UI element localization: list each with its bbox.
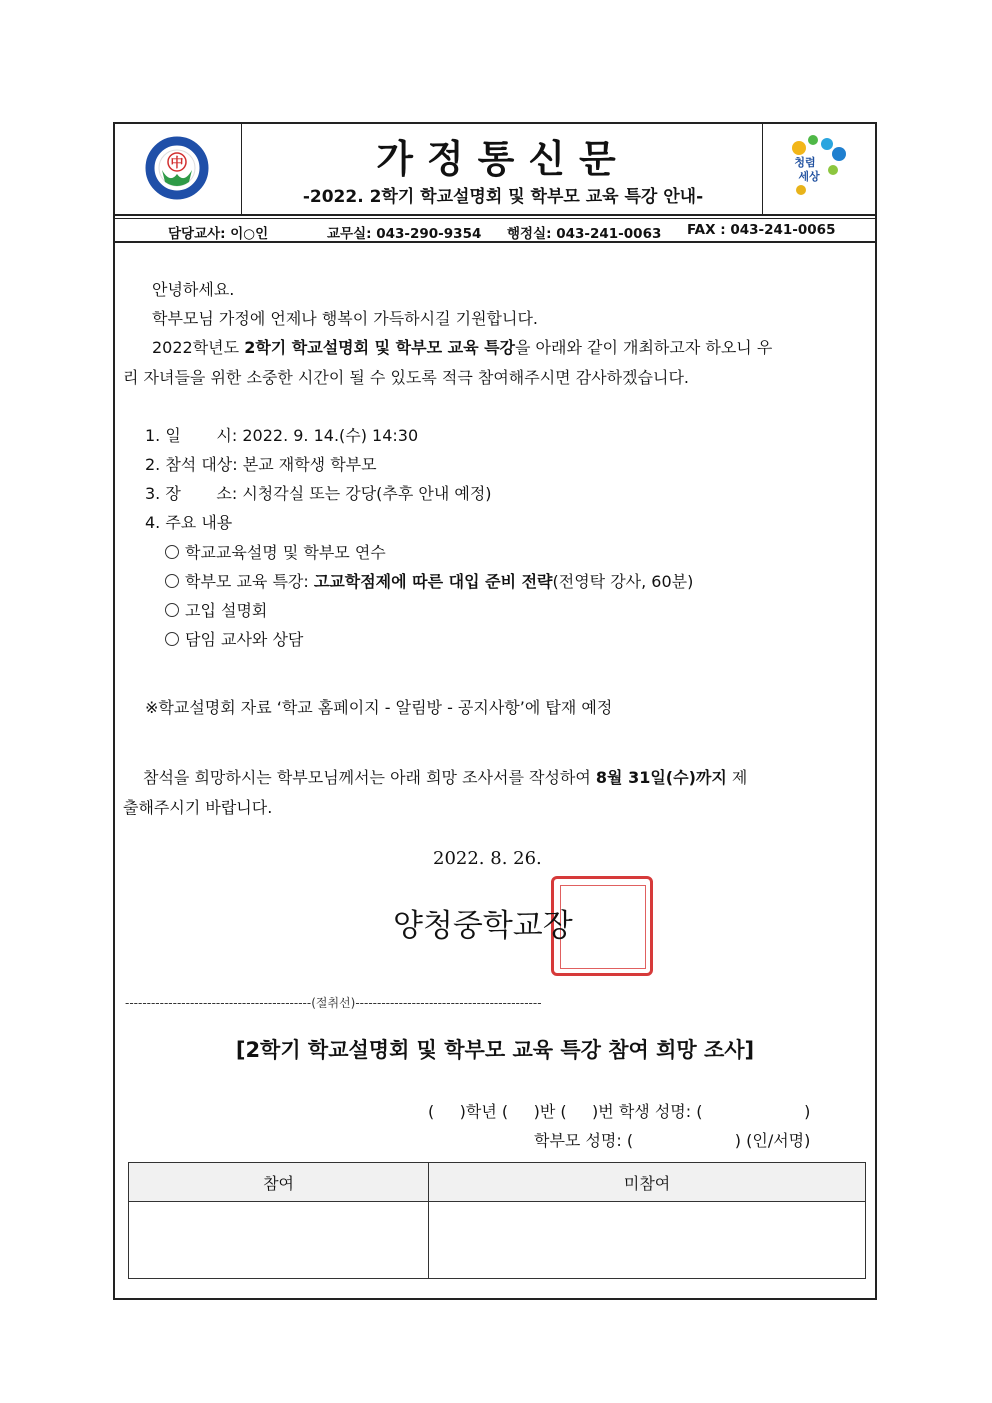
cut-line: -------------------------------------------(절취선)-------------------------------------------: [125, 996, 542, 1010]
intro-bold: 2학기 학교설명회 및 학부모 교육 특강: [244, 338, 516, 357]
request-deadline: 8월 31일(수)까지: [595, 768, 727, 787]
newsletter-frame: [113, 122, 877, 1300]
content-item-2-post: (전영탁 강사, 60분): [552, 572, 694, 591]
table-answer-row: [129, 1202, 866, 1279]
intro-pre: 2022학년도: [152, 338, 245, 357]
office-phone: 교무실: 043-290-9354: [327, 226, 482, 242]
greeting: 안녕하세요.: [152, 280, 235, 299]
content-item-1-label: 학교교육설명 및 학부모 연수: [185, 543, 386, 562]
request-line-2: 출해주시기 바랍니다.: [123, 798, 273, 817]
school-logo-cell: [115, 124, 242, 214]
content-item-3: [165, 598, 267, 621]
logo-hanja: 中: [170, 156, 184, 171]
circle-bullet-icon: [165, 545, 179, 559]
teacher-contact: 담당교사: 이○인: [168, 226, 269, 242]
student-info-line: ( )학년 ( )반 ( )번 학생 성명: ( ): [428, 1102, 811, 1121]
notice-line: ※학교설명회 자료 ‘학교 홈페이지 - 알림방 - 공지사항’에 탑재 예정: [145, 698, 613, 717]
emblem-text-2: 세상: [798, 170, 820, 183]
request-line-1: [143, 765, 747, 788]
content-item-4: [165, 627, 303, 650]
content-item-2-pre: 학부모 교육 특강:: [185, 572, 314, 591]
content-item-4-label: 담임 교사와 상담: [185, 630, 304, 649]
admin-phone: 행정실: 043-241-0063: [507, 226, 662, 242]
survey-title: [2학기 학교설명회 및 학부모 교육 특강 참여 희망 조사]: [235, 1038, 755, 1062]
col-attend-header: 참여: [129, 1163, 429, 1202]
integrity-emblem-icon: [763, 124, 875, 214]
header: [115, 124, 875, 216]
table-header-row: [129, 1163, 866, 1202]
circle-bullet-icon: [165, 603, 179, 617]
request-post: 제: [726, 768, 748, 787]
content-item-1: [165, 540, 386, 563]
circle-bullet-icon: [165, 632, 179, 646]
page-title: 가정통신문: [376, 137, 630, 181]
content-item-2-bold: 고교학점제에 따른 대입 준비 전략: [313, 572, 553, 591]
issue-date: 2022. 8. 26.: [433, 848, 542, 869]
intro-line-1: [152, 335, 772, 358]
request-pre: 참석을 희망하시는 학부모님께서는 아래 희망 조사서를 작성하여: [143, 768, 596, 787]
intro-line-2: 리 자녀들을 위한 소중한 시간이 될 수 있도록 적극 참여해주시면 감사하겠습니다.: [123, 368, 689, 387]
fax-number: FAX : 043-241-0065: [687, 222, 836, 238]
content-item-2: [165, 569, 693, 592]
item-date-value: 2022. 9. 14.(수) 14:30: [242, 426, 419, 445]
school-logo-icon: [115, 124, 241, 214]
contact-strip: [115, 218, 875, 243]
parent-info-line: 학부모 성명: ( ) (인/서명): [534, 1131, 811, 1150]
item-place: 3. 장 소: 시청각실 또는 강당(추후 안내 예정): [145, 484, 492, 503]
item-date: [145, 423, 418, 446]
page-subtitle: -2022. 2학기 학교설명회 및 학부모 교육 특강 안내-: [302, 187, 704, 207]
principal-name: 양청중학교장: [393, 908, 573, 944]
participation-table: [128, 1162, 866, 1279]
emblem-text-1: 청렴: [794, 156, 816, 169]
intro-post: 을 아래와 같이 개최하고자 하오니 우: [515, 338, 773, 357]
attend-answer-cell[interactable]: [129, 1202, 429, 1279]
item-date-label: 1. 일 시:: [145, 426, 243, 445]
wish-line: 학부모님 가정에 언제나 행복이 가득하시길 기원합니다.: [152, 309, 539, 328]
item-contents: 4. 주요 내용: [145, 513, 233, 532]
col-absent-header: 미참여: [429, 1163, 866, 1202]
item-attendees: 2. 참석 대상: 본교 재학생 학부모: [145, 455, 377, 474]
integrity-emblem-cell: [762, 124, 875, 214]
circle-bullet-icon: [165, 574, 179, 588]
content-item-3-label: 고입 설명회: [185, 601, 268, 620]
absent-answer-cell[interactable]: [429, 1202, 866, 1279]
